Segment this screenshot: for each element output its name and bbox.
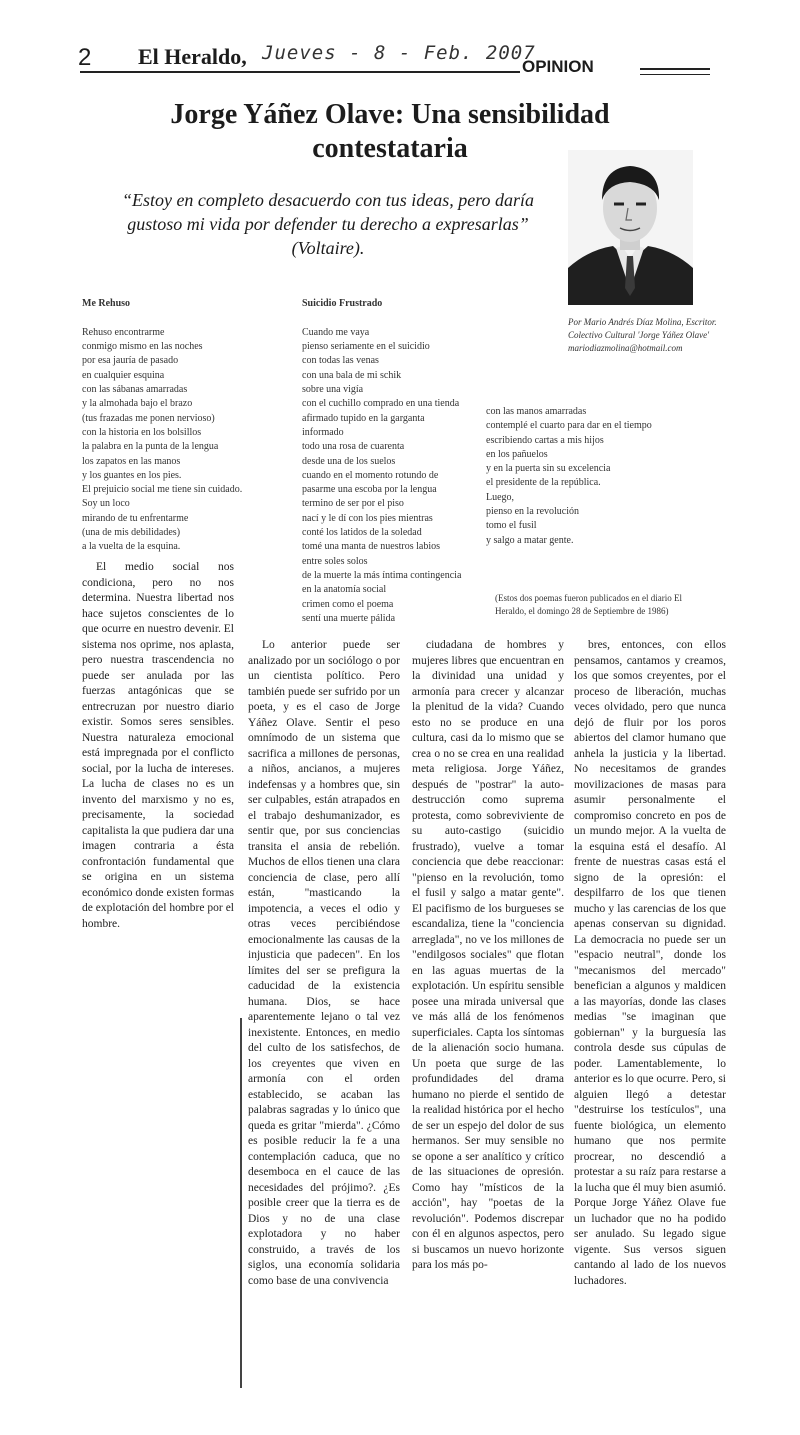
headline-line-2: contestataria — [312, 133, 468, 164]
headline-line-1: Jorge Yáñez Olave: Una sensibilidad — [170, 99, 610, 130]
handwritten-date: Jueves - 8 - Feb. 2007 — [262, 42, 536, 64]
poem-me-rehuso — [82, 283, 297, 569]
column-rule — [240, 1018, 242, 1388]
article-column-3 — [412, 638, 564, 1274]
page-number: 2 — [78, 44, 92, 71]
poem-title: Suicidio Frustrado — [302, 298, 383, 310]
article-column-2 — [248, 638, 400, 1289]
newspaper-name: El Heraldo, — [138, 44, 247, 69]
article-column-1 — [82, 560, 234, 932]
poem-text: Cuando me vaya pienso seriamente en el suicidio con todas las venas con una bala de mi schik sobre una vigía con el cuchillo comprado en una tienda afirmado tupido en la garganta informado todo una rosa de cuarenta desde una de los suelos cuando en el momento rotundo de pasarme una escoba por la lengua termino de ser por el piso nací y le dí con los pies mientras conté los latidos de la soledad tomé una manta de nuestros labios entre soles solos de la muerte la más íntima contingencia en la anatomía social crimen como el poema sentí una muerte pálida — [302, 326, 462, 624]
section-label: OPINION — [522, 57, 594, 76]
paragraph: El medio social nos condiciona, pero no nos determina. Nuestra libertad nos hace sujetos conscientes de lo que ocurre en nuestro devenir. El sistema nos oprime, nos aplasta, pero nuestra trascendencia no puede ser anulada por las fuerzas antagónicas que se entrecruzan por nuestro diario existir. Somos seres sensibles. Nuestra naturaleza emocional está impregnada por el conflicto social, por la lucha de intereses. La lucha de clases no es un invento del marxismo y no es, precisamente, la sociedad capitalista la que pudiera dar una imagen contraria a ésta confrontación fundamental que se origina en un sistema económico donde existen formas de explotación del hombre por el hombre. — [82, 561, 234, 930]
header-rule-right-thin — [640, 74, 710, 75]
paragraph: ciudadana de hombres y mujeres libres que encuentran en la divinidad una unidad y armonía para crecer y alcanzar la plenitud de la vida? Cuando esto no se produce en una cultura, casi da lo mismo que se crea o no se crea en una realidad meta religiosa. Jorge Yáñez, después de "postrar" la auto-destrucción como suprema protesta, como sobreviviente de su auto-castigo (suicidio frustrado), vuelve a tomar conciencia que debe reaccionar: "pienso en la revolución, tomo el fusil y salgo a matar gente". El pacifismo de los burgueses se escandaliza, tiene la "conciencia arreglada", no ve los millones de "endilgosos sociales" que flotan en las aguas muertas de la explotación. Un espíritu sensible posee una mirada universal que ve más allá de los fenómenos superficiales. Capta los síntomas de la alienación socio humana. Un poeta que surge de las profundidades del drama humano no pierde el sentido de la realidad histórica por el hecho de ser un espejo del dolor de sus hermanos. Ser muy sensible no se opone a ser analítico y crítico de las situaciones de opresión. Como hay "místicos de la acción", hay "poetas de la revolución". Podemos discrepar con él en algunos aspectos, pero si buscamos un nuevo horizonte para los más po- — [412, 639, 564, 1271]
header-rule-left — [80, 71, 520, 73]
poem-text: Rehuso encontrarme conmigo mismo en las noches por esa jauría de pasado en cualquier esquina con las sábanas amarradas y la almohada bajo el brazo (tus frazadas me ponen nervioso) con la historia en los bolsillos la palabra en la punta de la lengua los zapatos en las manos y los guantes en los pies. El prejuicio social me tiene sin cuidado. Soy un loco mirando de tu enfrentarme (una de mis debilidades) a la vuelta de la esquina. — [82, 326, 243, 553]
epigraph-quote: “Estoy en completo desacuerdo con tus ideas, pero daría gustoso mi vida por defender tu derecho a expresarlas” (Voltaire). — [121, 190, 535, 258]
header-rule-right — [640, 68, 710, 70]
poem-title: Me Rehuso — [82, 298, 131, 310]
author-photo — [568, 150, 693, 305]
poem-suicidio-frustrado — [302, 283, 502, 640]
article-column-4 — [574, 638, 726, 1289]
paragraph: Lo anterior puede ser analizado por un sociólogo o por un cientista político. Pero también puede ser sufrido por un poeta, y es el caso de Jorge Yáñez Olave. Sentir el peso omnímodo de un sistema que sacrifica a millones de personas, a niños, ancianos, a mujeres indefensas y a hombres que, sin ser culpables, están atrapados en el trabajo deshumanizador, es sentir que, por sus conciencias transita el ansia de rebelión. Muchos de ellos tienen una clara conciencia de clase, pero allí están, "masticando la impotencia, a veces el odio y otras veces percibiéndose emocionalmente las causas de la injusticia que padecen". En los límites del ser se prefigura la caducidad de la existencia humana. Dios, se hace aparentemente lejano o tal vez inexistente. Entonces, en medio del culto de los satisfechos, de los creyentes que viven en armonía con el orden establecido, se acaban las palabras sagradas y lo único que queda es gritar "mierda". ¿Cómo es posible reducir la fe a una contemplación caduca, que no desemboca en el cauce de las necesidades del prójimo?. ¿Es posible creer que la tierra es de Dios y no de una clase explotadora y no haber construido, a través de los siglos, una economía solidaria como base de una convivencia — [248, 639, 400, 1287]
poem-continuation: con las manos amarradas contemplé el cuarto para dar en el tiempo escribiendo cartas a mis hijos en los pañuelos y en la puerta sin su excelencia el presidente de la república. Luego, pienso en la revolución tomo el fusil y salgo a matar gente. — [486, 406, 652, 546]
paragraph: bres, entonces, con ellos pensamos, cantamos y creamos, los que somos creyentes, por el proceso de liberación, muchas veces olvidado, pero que nunca dejó de fluir por los poros abiertos del clamor humano que anhela la justicia y la libertad. No necesitamos de grandes movilizaciones de masas para asumir personalmente el compromiso concreto en pos de un mundo mejor. A la vuelta de la esquina está el desafío. Al frente de nuestras casas está el signo de la opresión: el despilfarro de los que tienen mucho y las carencias de los que apenas conservan su dignidad. La democracia no puede ser un "espacio neutral", donde los "mecanismos del mercado" benefician a algunos y maldicen a las mayorías, donde las clases medias "se imaginan que gobiernan" y la burguesía las controla desde sus cúpulas de poder. Lamentablemente, lo anterior es lo que ocurre. Pero, si alguien llegó a detestar "destruirse los testículos", una fuente biológica, un elemento humano que nos permite procrear, no descendió a protestar a su raíz para restarse a la lucha que él muy bien asumió. Porque Jorge Yáñez Olave fue un luchador que no ha podido ser anulado. Su legado sigue vigente. Sus versos siguen cantando al lado de los nuevos luchadores. — [574, 639, 727, 1287]
author-byline: Por Mario Andrés Díaz Molina, Escritor. Colectivo Cultural 'Jorge Yáñez Olave' mariodiazmolina@hotmail.com — [568, 317, 717, 353]
publication-note: (Estos dos poemas fueron publicados en el diario El Heraldo, el domingo 28 de Septiembre de 1986) — [495, 593, 682, 616]
